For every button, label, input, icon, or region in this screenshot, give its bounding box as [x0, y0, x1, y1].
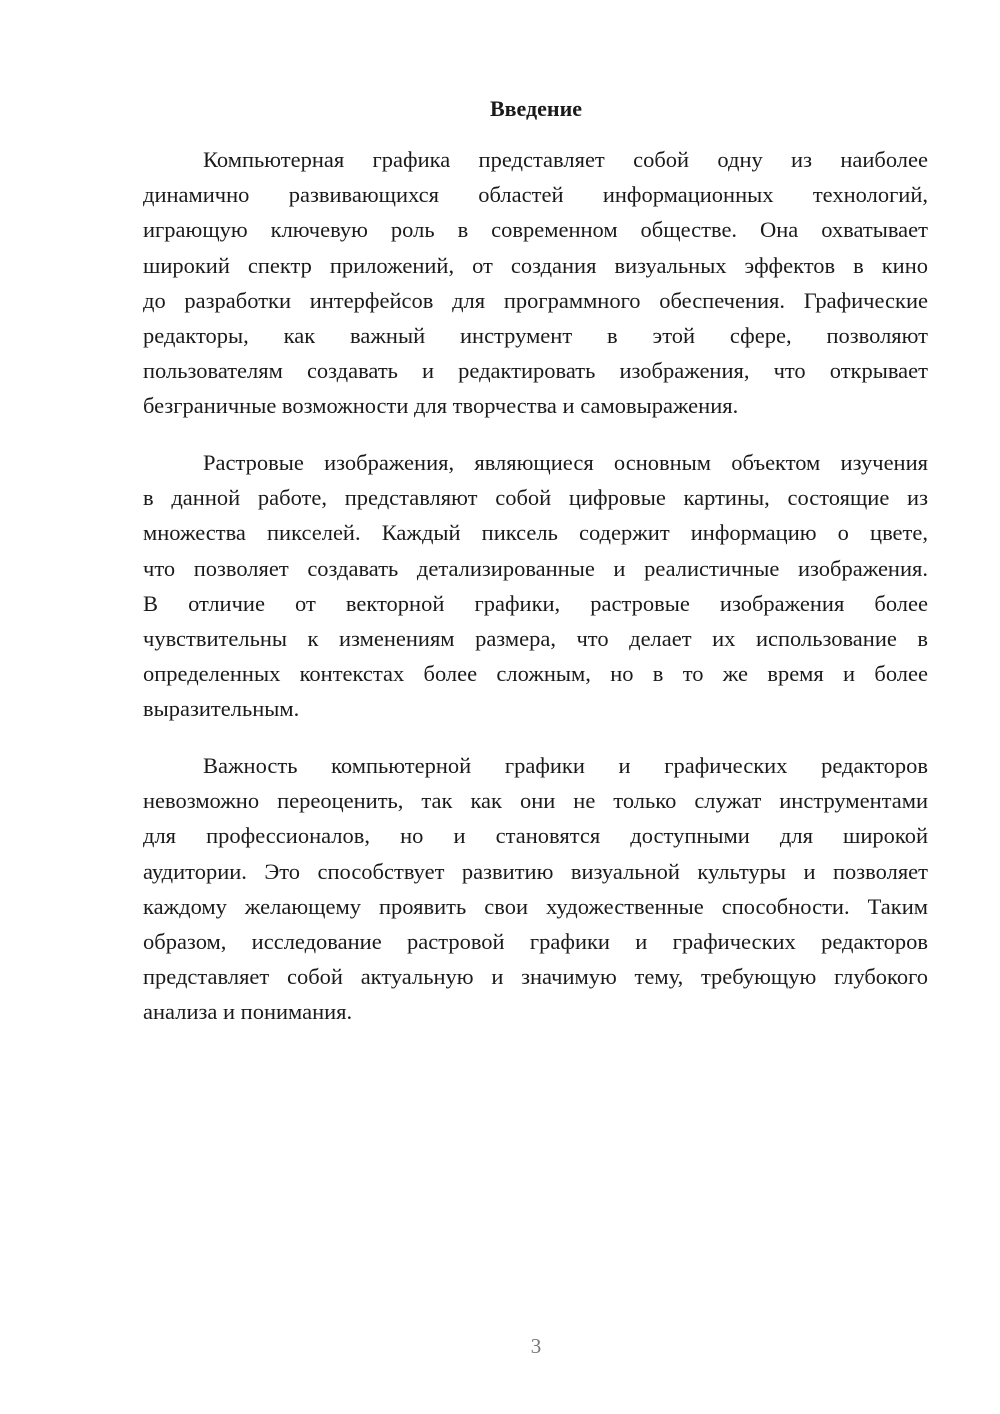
text-line: В отличие от векторной графики, растровые изображения более	[143, 590, 928, 616]
text-line: Растровые изображения, являющиеся основным объектом изучения	[203, 450, 928, 475]
paragraph-1	[143, 142, 928, 424]
text-line: множества пикселей. Каждый пиксель содержит информацию о цвете,	[143, 520, 928, 546]
text-line: Компьютерная графика представляет собой одну из наиболее	[203, 147, 928, 172]
text-line: для профессионалов, но и становятся доступными для широкой	[143, 823, 928, 849]
text-line: каждому желающему проявить свои художественные способности. Таким	[143, 893, 928, 919]
text-line: широкий спектр приложений, от создания визуальных эффектов в кино	[143, 252, 928, 278]
text-line: чувствительны к изменениям размера, что делает их использование в	[143, 625, 928, 651]
text-line: в данной работе, представляют собой цифровые картины, состоящие из	[143, 485, 928, 511]
paragraph-2	[143, 445, 928, 727]
text-line: аудитории. Это способствует развитию визуальной культуры и позволяет	[143, 858, 928, 884]
text-line: динамично развивающихся областей информационных технологий,	[143, 182, 928, 208]
text-line: невозможно переоценить, так как они не только служат инструментами	[143, 788, 928, 814]
text-line: образом, исследование растровой графики и графических редакторов	[143, 928, 928, 954]
page-number: 3	[530, 1334, 542, 1358]
section-title: Введение	[489, 96, 583, 121]
text-line: представляет собой актуальную и значимую тему, требующую глубокого	[143, 964, 928, 990]
text-line: анализа и понимания.	[143, 999, 353, 1025]
text-line: выразительным.	[143, 696, 300, 722]
text-line: что позволяет создавать детализированные и реалистичные изображения.	[143, 555, 928, 581]
text-line: до разработки интерфейсов для программного обеспечения. Графические	[143, 287, 928, 313]
text-line: определенных контекстах более сложным, но в то же время и более	[143, 661, 928, 687]
text-line: играющую ключевую роль в современном обществе. Она охватывает	[143, 217, 928, 243]
text-line: безграничные возможности для творчества и самовыражения.	[143, 393, 739, 419]
text-line: пользователям создавать и редактировать изображения, что открывает	[143, 358, 928, 384]
text-line: редакторы, как важный инструмент в этой сфере, позволяют	[143, 322, 928, 348]
paragraph-3	[143, 748, 928, 1030]
text-line: Важность компьютерной графики и графических редакторов	[203, 753, 928, 778]
